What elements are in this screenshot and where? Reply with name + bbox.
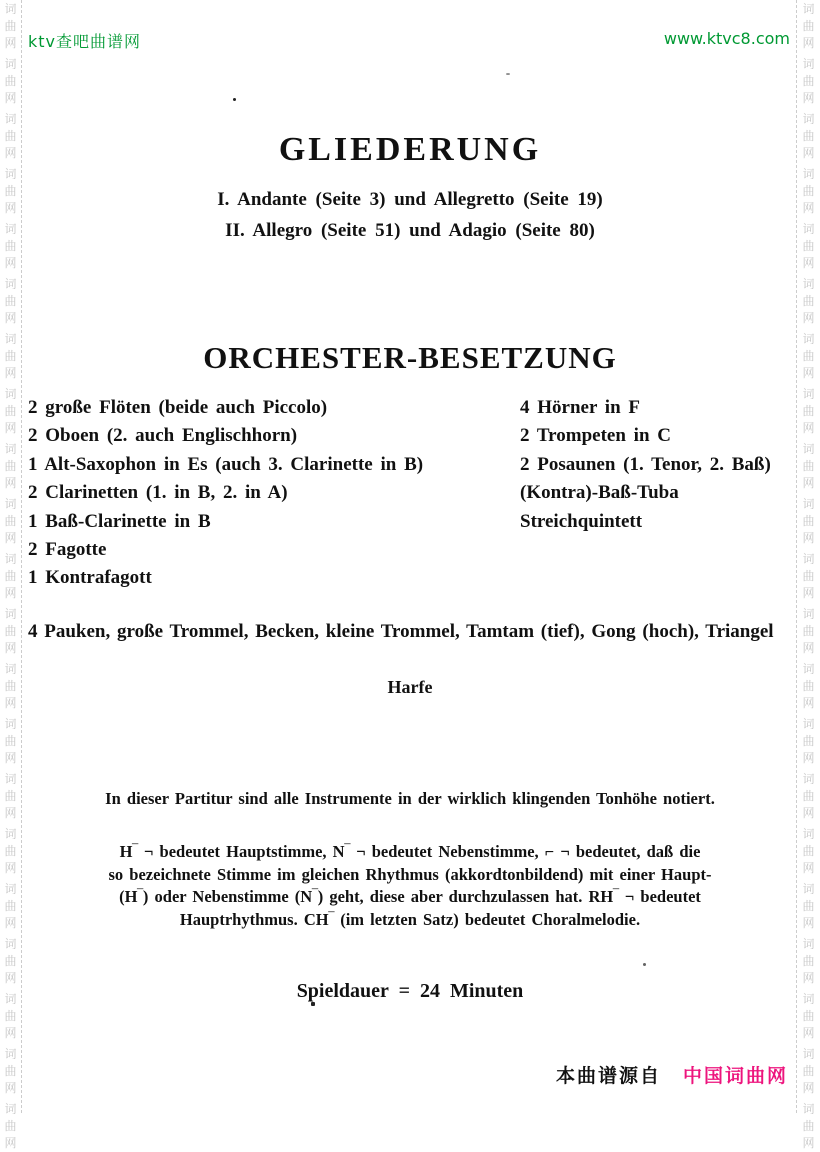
instrument-line: 2 Fagotte [28, 539, 107, 561]
movement-line: II. Allegro (Seite 51) und Adagio (Seite 80) [225, 220, 595, 241]
site-url-link[interactable]: www.ktvc8.com [663, 29, 790, 48]
symbol-note-line: (H‾) oder Nebenstimme (N‾) geht, diese aber durchzulassen hat. RH‾ ¬ bedeutet [119, 887, 701, 906]
scan-speck [506, 73, 510, 75]
scan-speck [643, 963, 646, 966]
movement-list [0, 184, 820, 246]
instrument-line: 2 Posaunen (1. Tenor, 2. Baß) [520, 453, 771, 475]
symbol-note [100, 841, 720, 931]
instrument-line: 1 Baß-Clarinette in B [28, 510, 211, 532]
gliederung-title: GLIEDERUNG [278, 131, 542, 168]
pitch-note: In dieser Partitur sind alle Instrumente in der wirklich klingenden Tonhöhe notiert. [105, 789, 715, 808]
duration-line: Spieldauer = 24 Minuten [296, 980, 524, 1002]
besetzung-title: ORCHESTER-BESETZUNG [203, 340, 617, 375]
instrument-column-right [520, 394, 771, 536]
footer-source-site-link[interactable]: 中国词曲网 [682, 1065, 788, 1087]
footer-credit [556, 1061, 788, 1088]
instrument-line: 2 Oboen (2. auch Englischhorn) [28, 425, 298, 447]
instrument-line: 1 Alt-Saxophon in Es (auch 3. Clarinette in B) [28, 453, 424, 475]
instrument-line: 1 Kontrafagott [28, 567, 152, 589]
symbol-note-line: H‾ ¬ bedeutet Hauptstimme, N‾ ¬ bedeutet Nebenstimme, ⌐ ¬ bedeutet, daß die [119, 842, 701, 861]
instrument-line: 2 große Flöten (beide auch Piccolo) [28, 397, 328, 418]
symbol-note-line: so bezeichnete Stimme im gleichen Rhythmus (akkordtonbildend) mit einer Haupt- [108, 864, 712, 884]
instrument-line: 2 Trompeten in C [520, 425, 671, 447]
harp-line: Harfe [387, 677, 433, 697]
site-name-link[interactable]: ktv查吧曲谱网 [28, 32, 142, 51]
scan-speck [233, 98, 236, 101]
watermark-column-left: 词 曲 网 词 曲 网 词 曲 网 词 曲 网 词 曲 网 词 曲 网 词 曲 网 词 曲 网 词 曲 网 词 曲 网 词 曲 网 词 曲 网 词 曲 网 词 曲 网 词 曲 网 词 曲 网 词 曲 网 词 曲 网 词 曲 网 词 曲 网 词 曲 网 [0, 0, 22, 1113]
symbol-note-line: Hauptrhythmus. CH‾ (im letzten Satz) bedeutet Choralmelodie. [179, 909, 641, 929]
movement-line: I. Andante (Seite 3) und Allegretto (Seite 19) [217, 189, 603, 210]
footer-source-prefix: 本曲谱源自 [555, 1065, 661, 1087]
instrument-line: Streichquintett [520, 510, 643, 532]
instrument-line: 4 Hörner in F [520, 397, 641, 418]
instrument-line: 2 Clarinetten (1. in B, 2. in A) [28, 482, 288, 504]
scan-speck [311, 1002, 315, 1006]
watermark-column-right: 词 曲 网 词 曲 网 词 曲 网 词 曲 网 词 曲 网 词 曲 网 词 曲 网 词 曲 网 词 曲 网 词 曲 网 词 曲 网 词 曲 网 词 曲 网 词 曲 网 词 曲 网 词 曲 网 词 曲 网 词 曲 网 词 曲 网 词 曲 网 词 曲 网 [796, 0, 820, 1113]
percussion-line: 4 Pauken, große Trommel, Becken, kleine Trommel, Tamtam (tief), Gong (hoch), Triangel [28, 621, 774, 642]
instrument-line: (Kontra)-Baß-Tuba [520, 482, 679, 504]
instrument-column-left [28, 394, 423, 593]
